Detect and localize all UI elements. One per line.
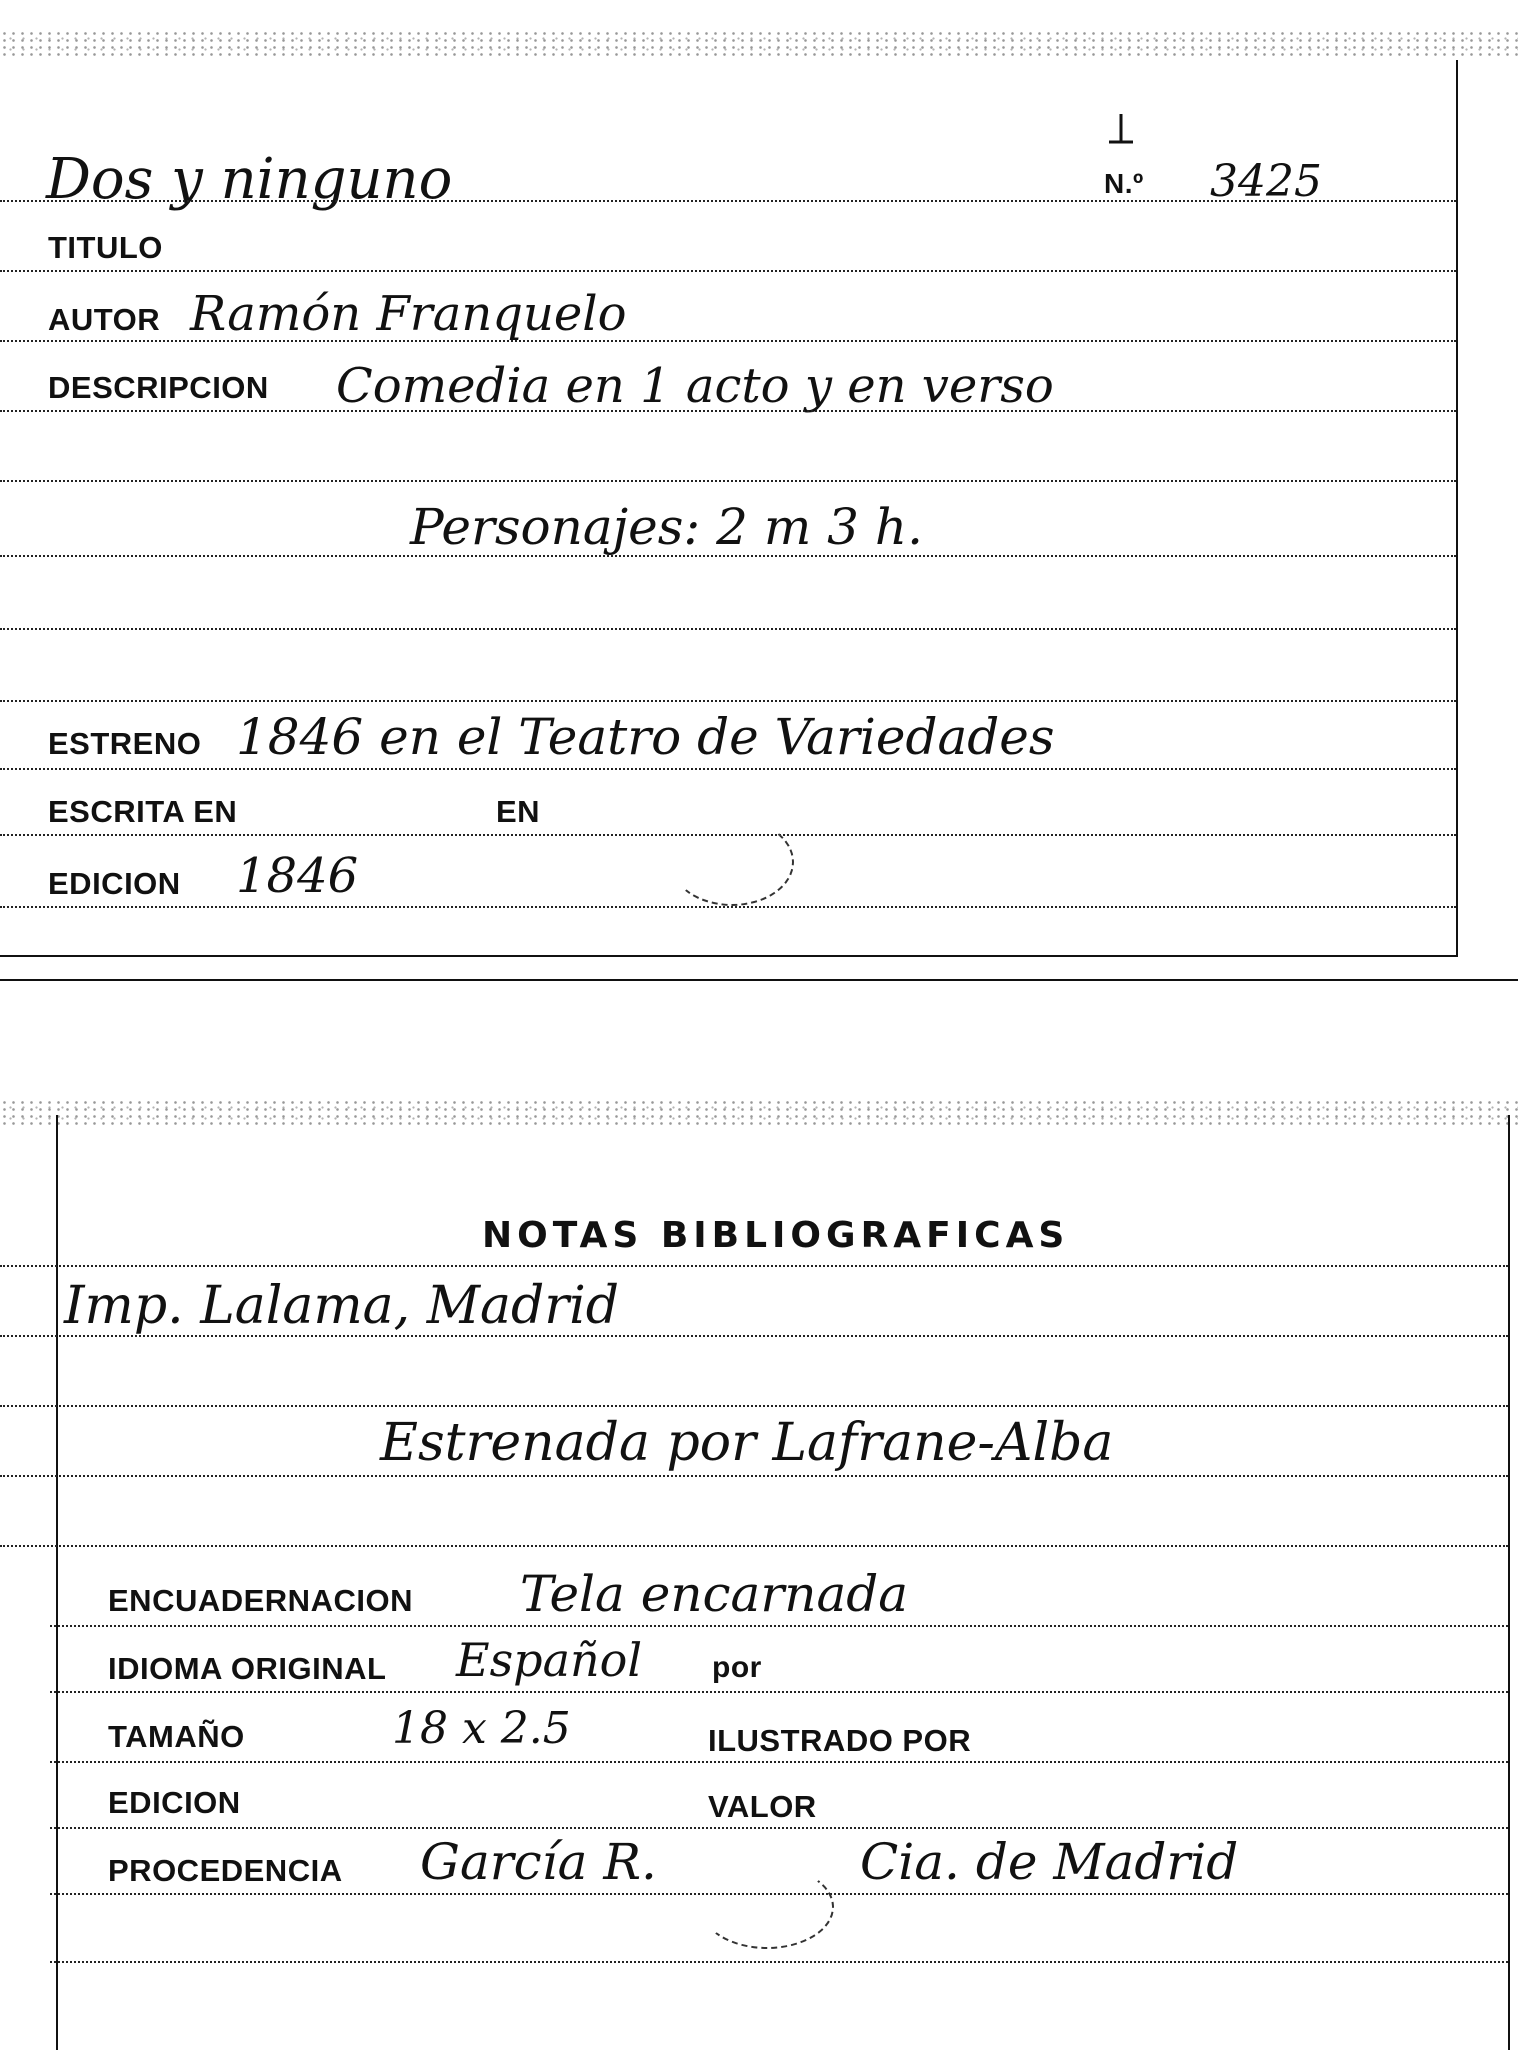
card-border-right [1456,60,1458,955]
dotted-rule [0,1545,1508,1547]
premiere-value: 1846 en el Teatro de Variedades [236,708,1055,766]
language-value: Español [456,1633,643,1687]
card-border-bottom [0,955,1458,957]
provenance-value-2: Cia. de Madrid [860,1833,1239,1891]
size-label: TAMAÑO [108,1719,245,1754]
dotted-rule [0,700,1456,702]
dotted-rule [0,555,1456,557]
title-label: TITULO [48,230,163,265]
punch-hole-mark [700,1865,834,1949]
dotted-rule [0,1335,1508,1337]
dotted-rule [50,1827,1508,1829]
card-border-left [56,1115,58,2050]
dotted-rule [0,270,1456,272]
binding-value: Tela encarnada [520,1565,909,1623]
scan-noise-top [0,30,1518,56]
author-label: AUTOR [48,302,161,337]
written-en-label: EN [496,794,541,829]
card-divider [0,979,1518,981]
dotted-rule [0,1265,1508,1267]
edition-label: EDICION [48,866,181,901]
by-label: por [712,1651,762,1684]
value-label: VALOR [708,1789,817,1824]
dotted-rule [0,768,1456,770]
note-line-2: Estrenada por Lafrane-Alba [380,1413,1114,1473]
description-label: DESCRIPCION [48,370,269,405]
dotted-rule [50,1961,1508,1963]
provenance-label: PROCEDENCIA [108,1853,343,1888]
number-label: N.º [1104,168,1144,199]
dotted-rule [0,410,1456,412]
dotted-rule [0,906,1456,908]
dotted-rule [0,628,1456,630]
catalog-card-front [0,0,1460,965]
dotted-rule [0,1405,1508,1407]
size-value: 18 x 2.5 [392,1703,571,1754]
author-value: Ramón Franquelo [190,286,627,342]
language-label: IDIOMA ORIGINAL [108,1651,387,1686]
provenance-value: García R. [420,1833,657,1891]
dotted-rule [0,200,1456,202]
dotted-rule [0,340,1456,342]
description-value: Comedia en 1 acto y en verso [336,358,1054,414]
edition-value: 1846 [236,848,359,904]
dotted-rule [50,1625,1508,1627]
title-value: Dos y ninguno [46,147,453,212]
dotted-rule [50,1691,1508,1693]
edition-label-back: EDICION [108,1785,241,1820]
illustrated-label: ILUSTRADO POR [708,1723,972,1758]
number-value: 3425 [1210,156,1322,207]
characters-value: Personajes: 2 m 3 h. [410,498,923,556]
binding-label: ENCUADERNACION [108,1583,413,1618]
punch-hole-mark [670,818,794,906]
notes-heading: NOTAS BIBLIOGRAFICAS [482,1215,1070,1256]
premiere-label: ESTRENO [48,726,202,761]
scan-noise-top [0,1099,1518,1125]
dotted-rule [0,480,1456,482]
card-border-right [1508,1115,1510,2050]
note-line-1: Imp. Lalama, Madrid [64,1276,620,1336]
dotted-rule [50,1761,1508,1763]
cross-mark-icon [1106,112,1136,148]
catalog-card-back [0,1085,1518,2056]
dotted-rule [0,1475,1508,1477]
written-in-label: ESCRITA EN [48,794,238,829]
